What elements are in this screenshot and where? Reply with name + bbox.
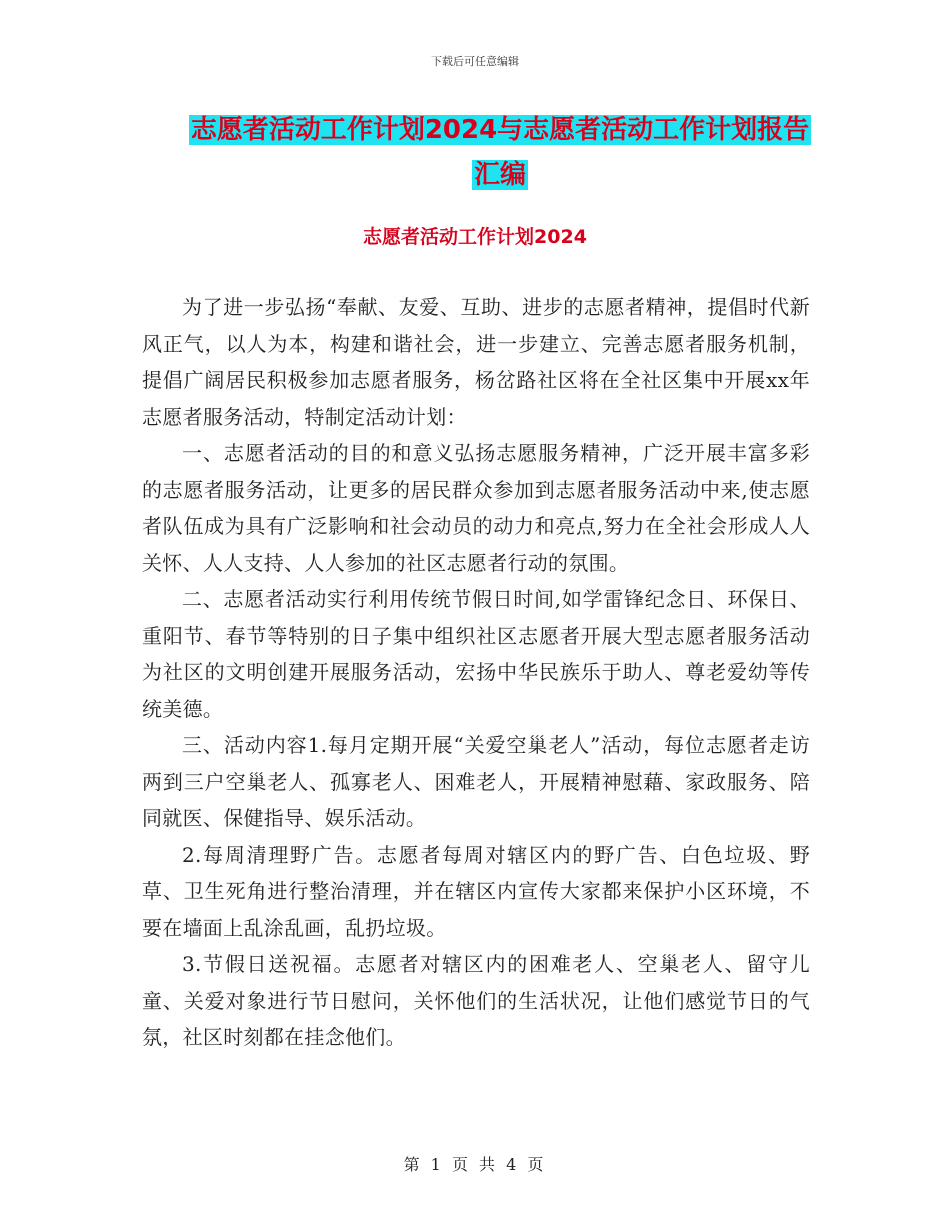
section-title: 志愿者活动工作计划2024 xyxy=(363,226,587,248)
page-footer: 第 1 页 共 4 页 xyxy=(403,1155,547,1174)
title-line-2: 汇编 xyxy=(473,160,526,190)
document-title xyxy=(140,108,860,198)
paragraph: 2.每周清理野广告。志愿者每周对辖区内的野广告、白色垃圾、野草、卫生死角进行整治清理，并在辖区内宣传大家都来保护小区环境，不要在墙面上乱涂乱画，乱扔垃圾。 xyxy=(142,842,810,940)
title-line-1: 志愿者活动工作计划2024与志愿者活动工作计划报告 xyxy=(190,115,810,145)
paragraph: 一、志愿者活动的目的和意义弘扬志愿服务精神，广泛开展丰富多彩的志愿者服务活动，让更多的居民群众参加到志愿者服务活动中来,使志愿者队伍成为具有广泛影响和社会动员的动力和亮点,努力在全社会形成人人关怀、人人支持、人人参加的社区志愿者行动的氛围。 xyxy=(142,441,810,575)
header-note: 下载后可任意编辑 xyxy=(431,55,519,68)
body-text xyxy=(142,289,810,1056)
paragraph: 二、志愿者活动实行利用传统节假日时间,如学雷锋纪念日、环保日、重阳节、春节等特别的日子集中组织社区志愿者开展大型志愿者服务活动为社区的文明创建开展服务活动，宏扬中华民族乐于助人、尊老爱幼等传统美德。 xyxy=(142,587,810,721)
paragraph: 三、活动内容1.每月定期开展“关爱空巢老人”活动，每位志愿者走访两到三户空巢老人、孤寡老人、困难老人，开展精神慰藉、家政服务、陪同就医、保健指导、娱乐活动。 xyxy=(142,733,810,830)
paragraph: 3.节假日送祝福。志愿者对辖区内的困难老人、空巢老人、留守儿童、关爱对象进行节日慰问，关怀他们的生活状况，让他们感觉节日的气氛，社区时刻都在挂念他们。 xyxy=(142,952,810,1049)
paragraph: 为了进一步弘扬“奉献、友爱、互助、进步的志愿者精神，提倡时代新风正气，以人为本，构建和谐社会，进一步建立、完善志愿者服务机制，提倡广阔居民积极参加志愿者服务，杨岔路社区将在全社区集中开展xx年志愿者服务活动，特制定活动计划： xyxy=(142,295,810,429)
